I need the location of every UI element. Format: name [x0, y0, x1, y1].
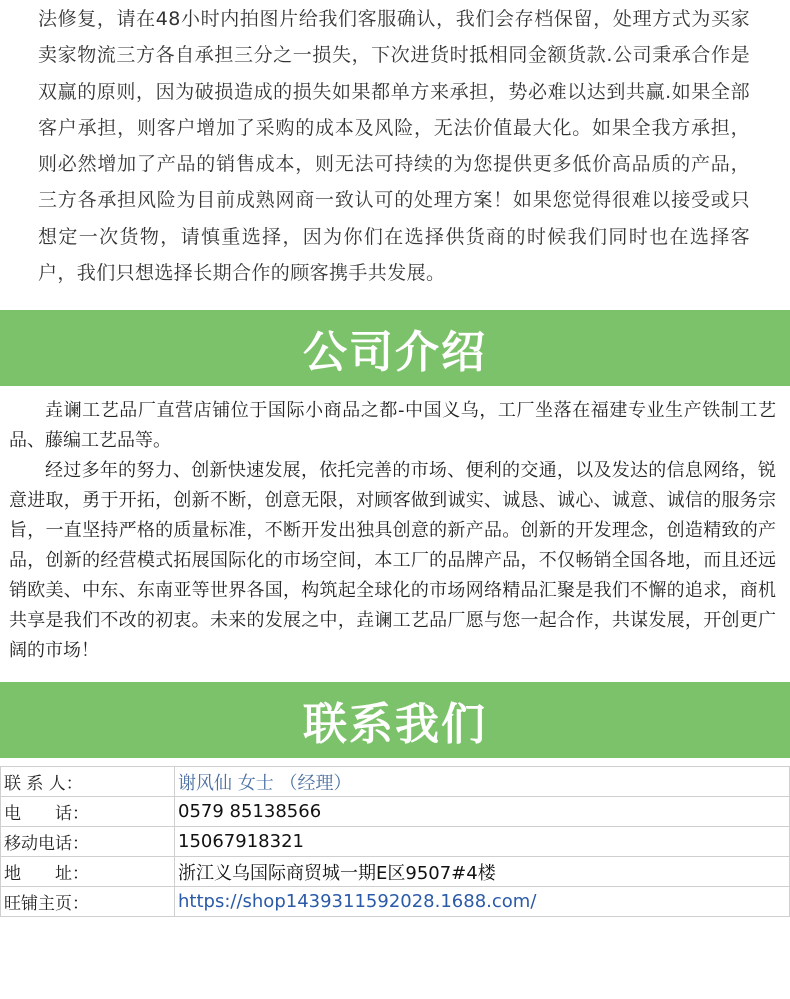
homepage-label: 旺铺主页： [1, 887, 175, 917]
phone-value: 0579 85138566 [175, 797, 790, 827]
mobile-label: 移动电话： [1, 827, 175, 857]
homepage-link[interactable]: https://shop1439311592028.1688.com/ [178, 891, 537, 912]
contact-person-name: 谢风仙 女士 （经理） [178, 772, 352, 794]
contact-us-banner [0, 682, 790, 758]
return-policy-section [0, 0, 790, 298]
company-intro-paragraph-2: 经过多年的努力、创新快速发展，依托完善的市场、便利的交通，以及发达的信息网络，锐意进取，勇于开拓，创新不断，创意无限，对顾客做到诚实、诚恳、诚心、诚意、诚信的服务宗旨，一直坚持严格的质量标准，不断开发出独具创意的新产品。创新的开发理念，创造精致的产品，创新的经营模式拓展国际化的市场空间，本工厂的品牌产品，不仅畅销全国各地，而且还远销欧美、中东、东南亚等世界各国，构筑起全球化的市场网络精品汇聚是我们不懈的追求，商机共享是我们不改的初衷。未来的发展之中，垚谰工艺品厂愿与您一起合作，共谋发展，开创更广阔的市场！ [9, 460, 776, 661]
mobile-value: 15067918321 [175, 827, 790, 857]
contact-person-value [175, 767, 790, 797]
contact-row-phone [1, 797, 790, 827]
company-intro-section [0, 396, 790, 666]
contact-row-homepage [1, 887, 790, 917]
contact-us-title: 联系我们 [303, 699, 487, 750]
contact-row-address [1, 857, 790, 887]
return-policy-text: 法修复，请在48小时内拍图片给我们客服确认，我们会存档保留，处理方式为买家卖家物流三方各自承担三分之一损失，下次进货时抵相同金额货款.公司秉承合作是双赢的原则，因为破损造成的损失如果都单方来承担，势必难以达到共赢.如果全部客户承担，则客户增加了采购的成本及风险，无法价值最大化。如果全我方承担，则必然增加了产品的销售成本，则无法可持续的为您提供更多低价高品质的产品，三方各承担风险为目前成熟网商一致认可的处理方案！如果您觉得很难以接受或只想定一次货物，请慎重选择，因为你们在选择供货商的时候我们同时也在选择客户，我们只想选择长期合作的顾客携手共发展。 [38, 8, 750, 285]
address-value: 浙江义乌国际商贸城一期E区9507#4楼 [175, 857, 790, 887]
phone-label: 电 话： [1, 797, 175, 827]
homepage-cell [175, 887, 790, 917]
contact-person-label: 联 系 人： [1, 767, 175, 797]
address-label: 地 址： [1, 857, 175, 887]
contact-table [0, 766, 790, 917]
contact-row-person [1, 767, 790, 797]
contact-row-mobile [1, 827, 790, 857]
company-intro-paragraph-1: 垚谰工艺品厂直营店铺位于国际小商品之都-中国义乌，工厂坐落在福建专业生产铁制工艺品、藤编工艺品等。 [9, 400, 776, 451]
company-intro-banner [0, 310, 790, 386]
company-intro-title: 公司介绍 [303, 327, 487, 378]
